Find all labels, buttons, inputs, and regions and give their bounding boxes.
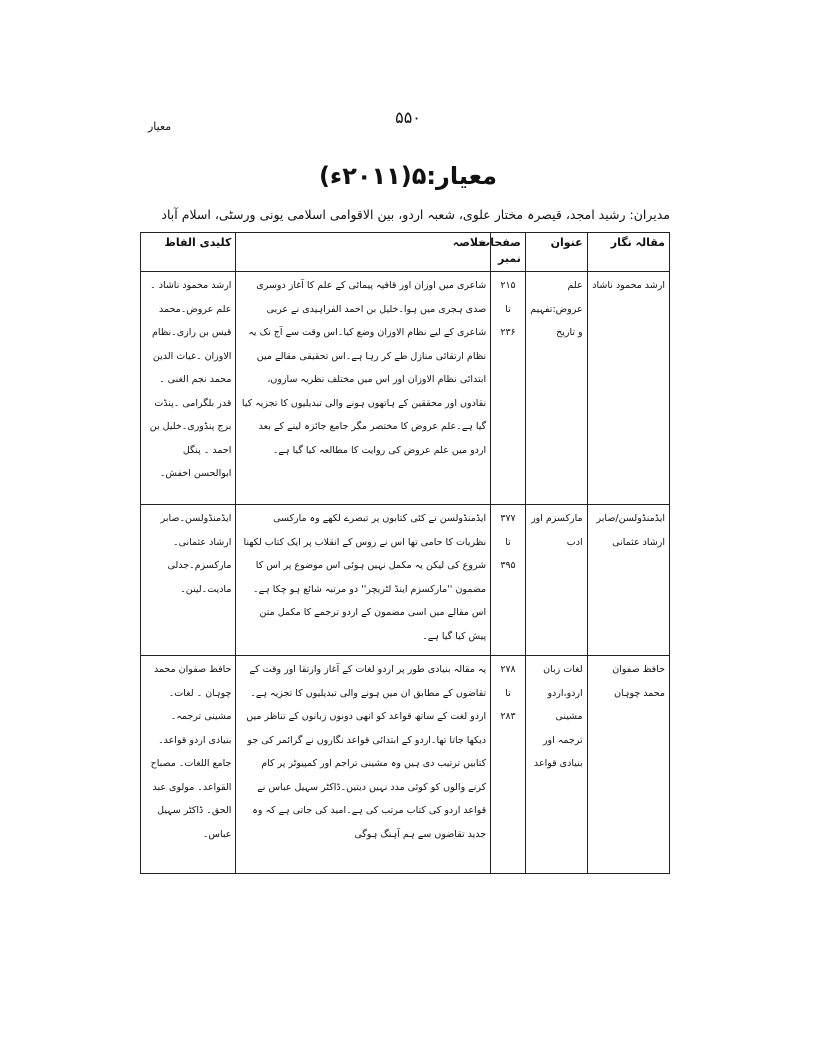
articles-table xyxy=(140,232,670,874)
page-end: ۲۳۶ xyxy=(500,327,516,338)
page-end: ۳۹۵ xyxy=(500,560,516,571)
page-start: ۲۷۸ xyxy=(500,664,516,675)
page-title: معیار:۵(۲۰۱۱ء) xyxy=(318,162,498,190)
page-separator: تا xyxy=(505,687,511,699)
cell-summary: شاعری میں اوزان اور قافیہ پیمائی کے علم کا آغاز دوسری صدی ہجری میں ہوا۔خلیل بن احمد الفراہیدی نے عربی شاعری کے لیے نظام الاوزان وضع کیا۔اس وقت سے آج تک یہ نظام ارتقائی منازل طے کر رہا ہے۔اس تحقیقی مقالے میں ابتدائی نظام الاوزان اور اس میں مختلف نظریہ سازوں، نقادوں اور محققین کے ہاتھوں ہونے والی تبدیلیوں کا تجزیہ کیا گیا ہے۔علم عروض کا مختصر مگر جامع جائزہ لینے کے بعد اردو میں علم عروض کی روایت کا مطالعہ کیا گیا ہے۔ xyxy=(236,272,491,505)
cell-pages xyxy=(491,505,526,656)
cell-summary: ایڈمنڈولسن نے کئی کتابوں پر تبصرے لکھے وہ مارکسی نظریات کا حامی تھا اس نے روس کے انقلاب پر ایک کتاب لکھنا شروع کی لیکن یہ مکمل نہیں ہوئی اس موضوع پر اس کا مضمون ''مارکسزم اینڈ لٹریچر'' دو مرتبہ شائع ہو چکا ہے۔اس مقالے میں اسی مضمون کے اردو ترجمے کا مکمل متن پیش کیا گیا ہے۔ xyxy=(236,505,491,656)
table-row xyxy=(141,272,670,505)
page-start: ۲۱۵ xyxy=(500,280,516,291)
header-keywords: کلیدی الفاظ xyxy=(141,233,236,272)
running-header: معیار xyxy=(148,120,172,133)
editors-line: مدیران: رشید امجد، قیصرہ مختار علوی، شعبہ اردو، بین الاقوامی اسلامی یونی ورسٹی، اسلام آباد xyxy=(161,207,670,222)
cell-keywords: ایڈمنڈولسن۔صابر ارشاد عثمانی۔ مارکسزم۔جدلی مادیت۔لینن۔ xyxy=(141,505,236,656)
cell-summary: یہ مقالہ بنیادی طور پر اردو لغات کے آغاز وارتقا اور وقت کے تقاضوں کے مطابق ان میں ہونے والی تبدیلیوں کا تجزیہ ہے۔ اردو لغت کے ساتھ قواعد کو انھی دونوں زبانوں کے تناظر میں دیکھا جاتا تھا۔اردو کے ابتدائی قواعد نگاروں نے گرائمر کی جو کتابیں ترتیب دی ہیں وہ مشینی تراجم اور کمپیوٹر پر کام کرنے والوں کو کوئی مدد نہیں دیتیں۔ڈاکٹر سہیل عباس نے قواعد اردو کی کتاب مرتب کی ہے۔امید کی جاتی ہے کہ وہ جدید تقاضوں سے ہم آہنگ ہوگی xyxy=(236,656,491,874)
cell-author: ایڈمنڈولسن/صابر ارشاد عثمانی xyxy=(587,505,669,656)
cell-title: لغات زبان اردو،اردو مشینی ترجمہ اور بنیادی قواعد xyxy=(525,656,587,874)
table-header-row xyxy=(141,233,670,272)
header-author: مقالہ نگار xyxy=(587,233,669,272)
page-separator: تا xyxy=(505,303,511,315)
header-pages: صفحات نمبر xyxy=(491,233,526,272)
page-start: ۳۷۷ xyxy=(500,513,516,524)
table-row xyxy=(141,505,670,656)
cell-keywords: ارشد محمود ناشاد ۔ علم عروض۔محمد قیس بن رازی۔نظام الاوزان ۔غیاث الدین محمد نجم الغنی ۔ قدر بلگرامی ۔پنڈت برج پنڈوری۔خلیل بن احمد ۔ پنگل ابوالحسن اخفش۔ xyxy=(141,272,236,505)
cell-keywords: حافظ صفوان محمد چوہان ۔ لغات۔مشینی ترجمہ۔ بنیادی اردو قواعد۔ جامع اللغات۔ مصباح القواعد۔ مولوی عبد الحق۔ ڈاکٹر سہیل عباس۔ xyxy=(141,656,236,874)
cell-author: حافظ صفوان محمد چوہان xyxy=(587,656,669,874)
header-summary: خلاصہ xyxy=(236,233,491,272)
cell-author: ارشد محمود ناشاد xyxy=(587,272,669,505)
header-title: عنوان xyxy=(525,233,587,272)
cell-title: مارکسزم اور ادب xyxy=(525,505,587,656)
cell-pages xyxy=(491,656,526,874)
page-separator: تا xyxy=(505,536,511,548)
table-row xyxy=(141,656,670,874)
page-number: ۵۵۰ xyxy=(395,108,421,127)
page-end: ۲۸۳ xyxy=(500,711,516,722)
cell-title: علم عروض:تفہیم و تاریخ xyxy=(525,272,587,505)
cell-pages xyxy=(491,272,526,505)
